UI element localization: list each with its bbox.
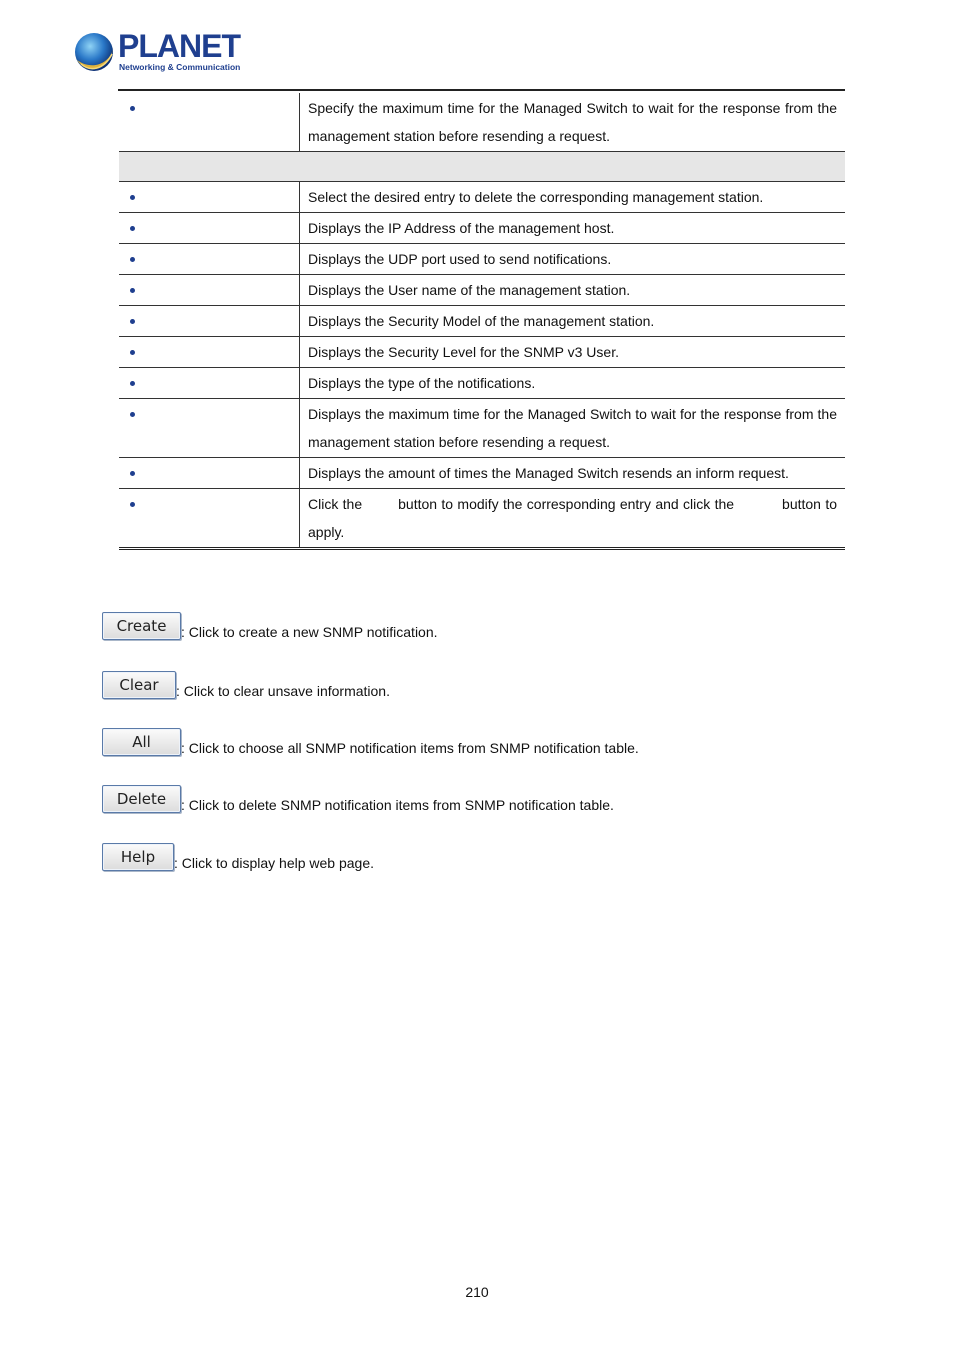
create-button-desc: : Click to create a new SNMP notification. <box>181 624 438 640</box>
param-name-cell <box>119 244 300 275</box>
all-button-desc: : Click to choose all SNMP notification items from SNMP notification table. <box>181 740 639 756</box>
bullet-icon <box>130 106 135 111</box>
action-text-3: button <box>782 496 821 512</box>
create-button-row <box>102 612 438 640</box>
clear-button-row <box>102 671 390 699</box>
clear-button[interactable]: Clear <box>102 671 176 699</box>
header-rule <box>118 89 845 91</box>
param-desc: Specify the maximum time for the Managed Switch to wait for the response from the management station before resending a request. <box>300 93 846 152</box>
action-text-1: Click the <box>308 496 363 512</box>
param-desc: Displays the User name of the management station. <box>300 275 846 306</box>
help-button-desc: : Click to display help web page. <box>174 855 374 871</box>
param-desc: Displays the Security Level for the SNMP v3 User. <box>300 337 846 368</box>
param-desc <box>300 489 846 549</box>
section-header-row <box>119 152 845 182</box>
param-desc: Displays the Security Model of the management station. <box>300 306 846 337</box>
delete-button[interactable]: Delete <box>102 785 181 813</box>
brand-name: PLANET <box>118 28 240 64</box>
bullet-icon <box>130 381 135 386</box>
all-button[interactable]: All <box>102 728 181 756</box>
table-row <box>119 182 845 213</box>
param-desc: Displays the maximum time for the Managed Switch to wait for the response from the management station before resending a request. <box>300 399 846 458</box>
param-name-cell <box>119 458 300 489</box>
action-text-4: to apply. <box>308 496 837 540</box>
help-button-row <box>102 843 374 871</box>
delete-button-desc: : Click to delete SNMP notification items from SNMP notification table. <box>181 797 614 813</box>
param-desc: Displays the type of the notifications. <box>300 368 846 399</box>
planet-logo <box>72 30 242 76</box>
bullet-icon <box>130 226 135 231</box>
bullet-icon <box>130 257 135 262</box>
bullet-icon <box>130 350 135 355</box>
table-row <box>119 368 845 399</box>
clear-button-desc: : Click to clear unsave information. <box>176 683 390 699</box>
table-row <box>119 275 845 306</box>
table-row <box>119 489 845 549</box>
bullet-icon <box>130 195 135 200</box>
help-button[interactable]: Help <box>102 843 174 871</box>
delete-button-row <box>102 785 614 813</box>
bullet-icon <box>130 502 135 507</box>
section-header-cell <box>119 152 845 182</box>
param-name-cell <box>119 275 300 306</box>
param-desc: Displays the UDP port used to send notifications. <box>300 244 846 275</box>
bullet-icon <box>130 319 135 324</box>
param-name-cell <box>119 93 300 152</box>
action-text-2: button to modify the corresponding entry and click the <box>398 496 735 512</box>
create-button[interactable]: Create <box>102 612 181 640</box>
table-row <box>119 93 845 152</box>
brand-tagline: Networking & Communication <box>119 62 241 72</box>
param-name-cell <box>119 368 300 399</box>
table-row <box>119 213 845 244</box>
param-name-cell <box>119 182 300 213</box>
bullet-icon <box>130 288 135 293</box>
globe-icon <box>72 30 116 74</box>
all-button-row <box>102 728 639 756</box>
table-row <box>119 399 845 458</box>
page-number: 210 <box>465 1284 489 1300</box>
param-name-cell <box>119 489 300 549</box>
bullet-icon <box>130 412 135 417</box>
page-header <box>0 0 954 92</box>
param-name-cell <box>119 337 300 368</box>
bullet-icon <box>130 471 135 476</box>
param-name-cell <box>119 306 300 337</box>
table-row <box>119 306 845 337</box>
table-row <box>119 458 845 489</box>
param-desc: Select the desired entry to delete the corresponding management station. <box>300 182 846 213</box>
param-desc: Displays the IP Address of the management host. <box>300 213 846 244</box>
param-desc: Displays the amount of times the Managed Switch resends an inform request. <box>300 458 846 489</box>
table-row <box>119 337 845 368</box>
table-row <box>119 244 845 275</box>
parameter-table <box>119 93 845 550</box>
param-name-cell <box>119 399 300 458</box>
param-name-cell <box>119 213 300 244</box>
